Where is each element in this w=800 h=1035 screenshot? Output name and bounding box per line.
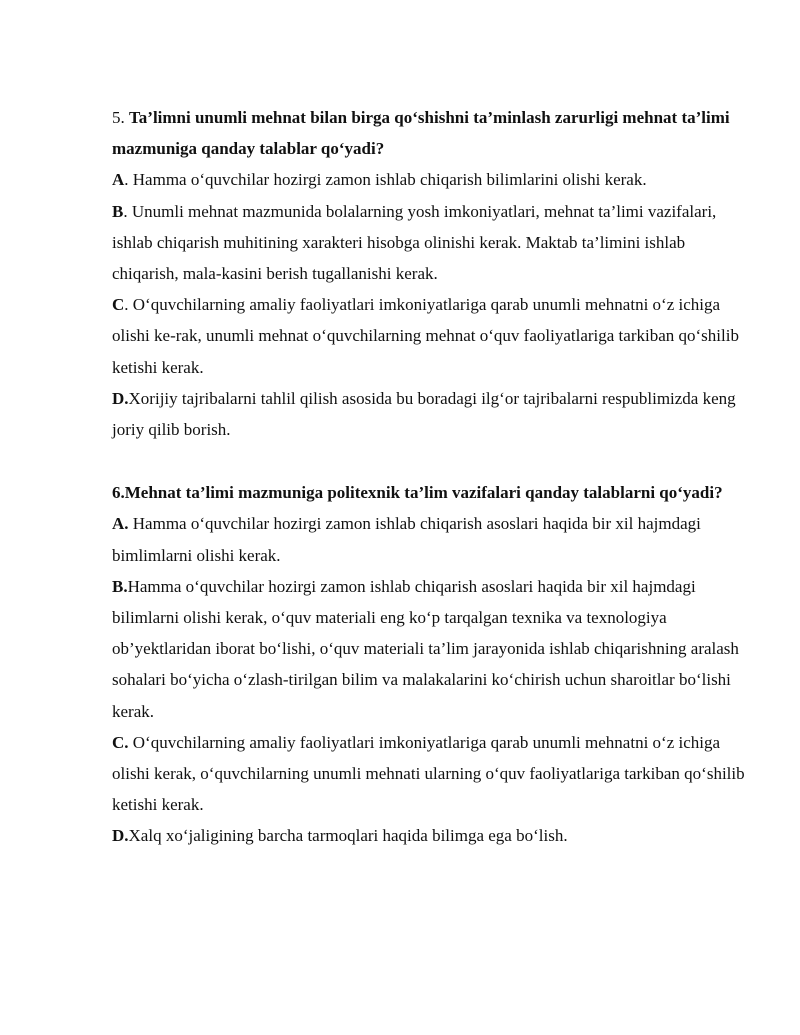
option-letter: A. [112, 514, 129, 534]
question-number: 6. [112, 483, 125, 503]
option-text: . Hamma o‘quvchilar hozirgi zamon ishlab chiqarish bilimlarini olishi kerak. [124, 170, 647, 190]
answer-option-d [112, 383, 752, 445]
question-title: Mehnat ta’limi mazmuniga politexnik ta’lim vazifalari qanday talablarni qo‘yadi? [124, 483, 723, 503]
answer-option-c [112, 727, 752, 821]
question-title: Ta’limni unumli mehnat bilan birga qo‘shishni ta’minlash zarurligi mehnat ta’limi mazmuniga qanday talablar qo‘yadi? [112, 108, 730, 159]
document-page [112, 102, 752, 852]
answer-option-b [112, 571, 752, 727]
question-heading [112, 102, 752, 164]
answer-option-b [112, 196, 752, 290]
option-letter: C. [112, 732, 129, 752]
option-text: Xalq xo‘jaligining barcha tarmoqlari haqida bilimga ega bo‘lish. [128, 826, 568, 846]
option-letter: C [112, 295, 125, 315]
option-letter: A [112, 170, 125, 190]
option-text: Hamma o‘quvchilar hozirgi zamon ishlab chiqarish asoslari haqida bir xil hajmdagi bimlimlarni olishi kerak. [112, 514, 701, 565]
answer-option-d [112, 820, 752, 851]
option-text: . Unumli mehnat mazmunida bolalarning yosh imkoniyatlari, mehnat ta’limi vazifalari, ishlab chiqarish muhitining xarakteri hisobga olinishi kerak. Maktab ta’limini ishlab chiqarish, mala-kasini berish tugallanishi kerak. [112, 201, 717, 284]
question-6 [112, 477, 752, 851]
option-letter: B. [112, 576, 128, 596]
answer-option-c [112, 289, 752, 383]
option-text: Hamma o‘quvchilar hozirgi zamon ishlab chiqarish asoslari haqida bir xil hajmdagi bilimlarni olishi kerak, o‘quv materiali eng ko‘p tarqalgan texnika va texnologiya ob’yektlaridan iborat bo‘lishi, o‘quv materiali ta’lim jarayonida ishlab chiqarishning aralash sohalari bo‘yicha o‘zlash-tirilgan bilim va malakalarini ko‘chirish uchun sharoitlar bo‘lishi kerak. [112, 576, 739, 721]
question-5 [112, 102, 752, 445]
answer-option-a [112, 508, 752, 570]
option-text: . O‘quvchilarning amaliy faoliyatlari imkoniyatlariga qarab unumli mehnatni o‘z ichiga olishi ke-rak, unumli mehnat o‘quvchilarning mehnat o‘quv faoliyatlariga tarkiban qo‘shilib ketishi kerak. [112, 295, 739, 377]
option-letter: D. [112, 388, 129, 408]
option-text: Xorijiy tajribalarni tahlil qilish asosida bu boradagi ilg‘or tajribalarni respublimizda keng joriy qilib borish. [112, 388, 736, 440]
answer-option-a [112, 164, 752, 195]
option-text: O‘quvchilarning amaliy faoliyatlari imkoniyatlariga qarab unumli mehnatni o‘z ichiga olishi kerak, o‘quvchilarning unumli mehnati ularning o‘quv faoliyatlariga tarkiban qo‘shilib ketishi kerak. [112, 732, 745, 815]
option-letter: D. [112, 826, 129, 846]
question-number: 5. [112, 108, 129, 127]
option-letter: B [112, 201, 124, 221]
question-heading [112, 477, 752, 508]
